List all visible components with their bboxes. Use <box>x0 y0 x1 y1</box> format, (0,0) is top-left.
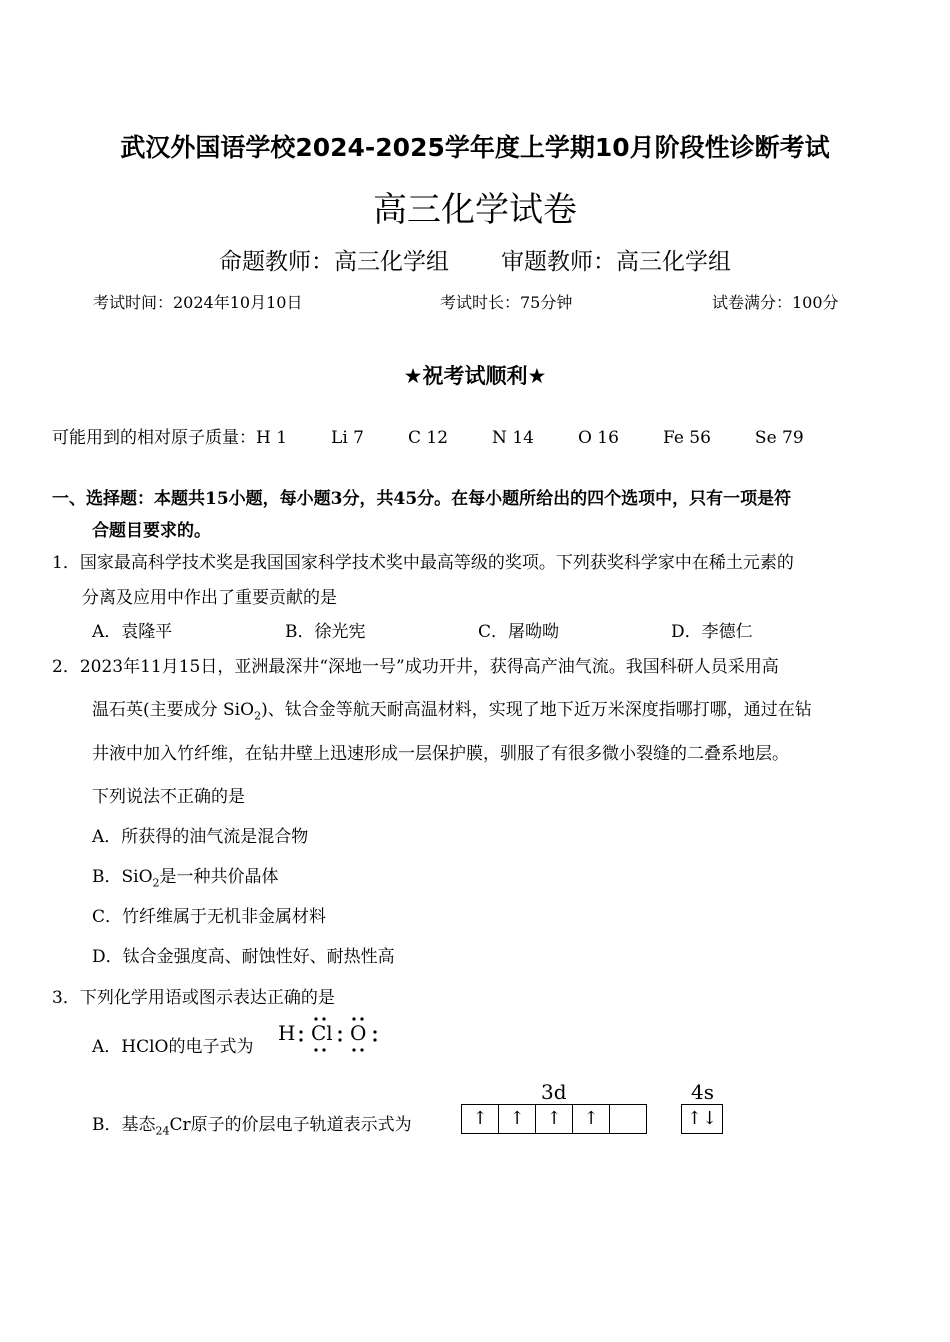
section1-heading-line2: 合题目要求的。 <box>92 521 211 541</box>
setter-text: 命题教师：高三化学组 <box>219 249 449 275</box>
q2-stem-line4: 下列说法不正确的是 <box>92 787 245 807</box>
q2-stem-line2: 温石英(主要成分 SiO$_2$)、钛合金等航天耐高温材料，实现了地下近万米深度指哪打哪，通过在钻 <box>92 700 812 723</box>
atomic-mass-item: C 12 <box>408 428 449 448</box>
q2-stem-line3: 井液中加入竹纤维，在钻井壁上迅速形成一层保护膜，驯服了有很多微小裂缝的二叠系地层。 <box>92 744 789 764</box>
good-luck-banner: ★祝考试顺利★ <box>403 364 547 388</box>
q2-option-d: D．钛合金强度高、耐蚀性好、耐热性高 <box>92 947 395 967</box>
lewis-cl: Cl <box>311 1021 333 1045</box>
atomic-mass-item: O 16 <box>577 428 619 448</box>
orbital-box: ↑ <box>573 1105 610 1133</box>
orbital-diagram-3d <box>461 1104 647 1134</box>
reviewer-text: 审题教师：高三化学组 <box>501 249 731 275</box>
q2-option-b: B．SiO$_2$是一种共价晶体 <box>92 867 279 890</box>
exam-school-title: 武汉外国语学校2024-2025学年度上学期10月阶段性诊断考试 <box>120 133 830 162</box>
paper-title: 高三化学试卷 <box>373 190 577 230</box>
lewis-h: H <box>278 1021 296 1045</box>
q2-stem-line1: 2．2023年11月15日，亚洲最深井“深地一号”成功开井，获得高产油气流。我国科研人员采用高 <box>52 657 779 677</box>
orbital-box: ↑ <box>499 1105 536 1133</box>
orbital-box: ↑ <box>462 1105 499 1133</box>
atomic-mass-line <box>52 423 804 448</box>
q1-option-c: C．屠呦呦 <box>478 622 560 642</box>
q1-option-a: A．袁隆平 <box>92 622 173 642</box>
exam-date: 考试时间：2024年10月10日 <box>93 293 303 312</box>
orbital-box <box>610 1105 646 1133</box>
orbital-box: ↑↓ <box>686 1108 718 1129</box>
atomic-mass-item: H 1 <box>256 428 288 448</box>
section1-heading-line1: 一、选择题：本题共15小题，每小题3分，共45分。在每小题所给出的四个选项中，只有一项是符 <box>52 489 792 509</box>
exam-duration: 考试时长：75分钟 <box>440 293 573 312</box>
q1-stem-line2: 分离及应用中作出了重要贡献的是 <box>82 588 337 608</box>
q3-stem: 3．下列化学用语或图示表达正确的是 <box>52 988 335 1008</box>
lewis-o: O <box>350 1021 367 1045</box>
q1-stem-line1: 1．国家最高科学技术奖是我国国家科学技术奖中最高等级的奖项。下列获奖科学家中在稀土元素的 <box>52 553 794 573</box>
orbital-label-4s: 4s <box>691 1080 714 1104</box>
atomic-mass-item: N 14 <box>492 428 534 448</box>
orbital-box: ↑ <box>536 1105 573 1133</box>
hclo-electron-formula <box>278 1012 388 1056</box>
atomic-mass-label: 可能用到的相对原子质量： <box>52 428 256 448</box>
q1-option-d: D．李德仁 <box>671 622 753 642</box>
teachers-line <box>0 243 950 276</box>
full-score: 试卷满分：100分 <box>712 293 839 312</box>
q3-option-b: B．基态$_{24}$Cr原子的价层电子轨道表示式为 <box>92 1115 412 1138</box>
orbital-diagram-4s <box>681 1104 723 1134</box>
atomic-mass-item: Fe 56 <box>662 428 711 448</box>
atomic-mass-item: Li 7 <box>331 428 364 448</box>
atomic-mass-item: Se 79 <box>754 428 804 448</box>
q2-option-c: C．竹纤维属于无机非金属材料 <box>92 907 327 927</box>
q1-option-b: B．徐光宪 <box>285 622 366 642</box>
q2-option-a: A．所获得的油气流是混合物 <box>92 827 309 847</box>
q3-option-a: A．HClO的电子式为 <box>92 1037 254 1057</box>
orbital-label-3d: 3d <box>541 1080 567 1104</box>
